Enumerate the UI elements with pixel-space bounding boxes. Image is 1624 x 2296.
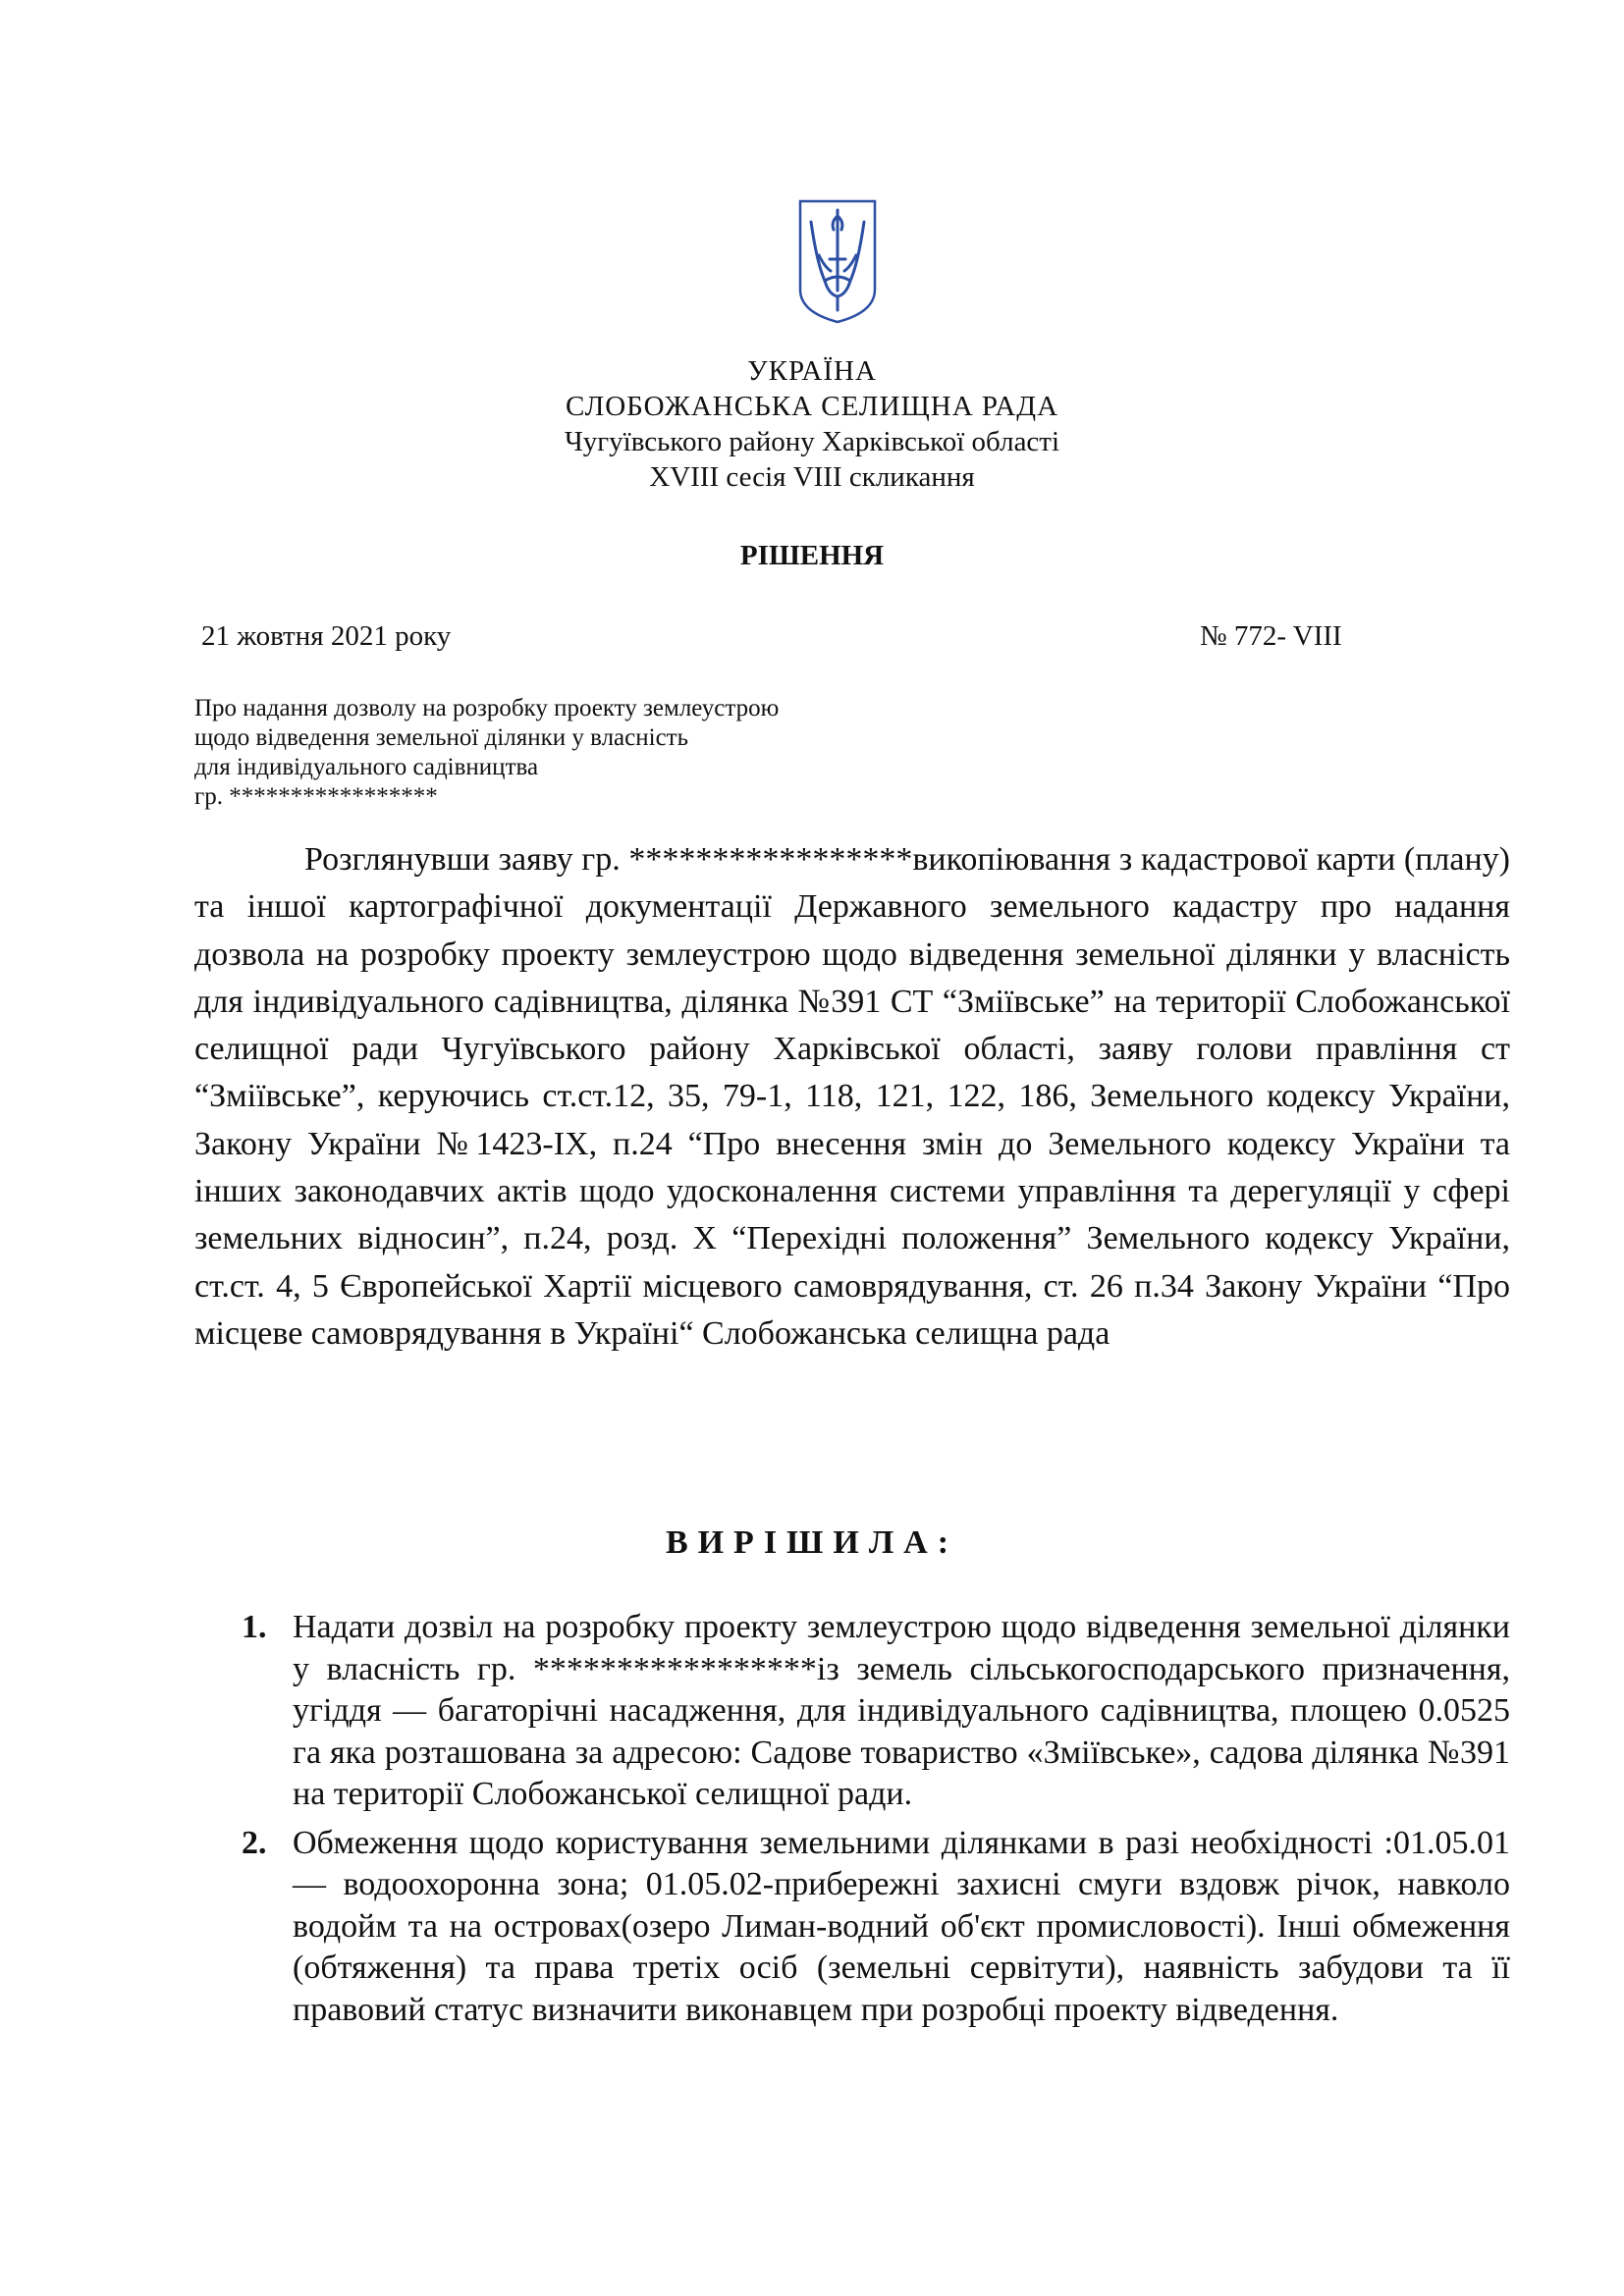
item-text: Надати дозвіл на розробку проекту землеустрою щодо відведення земельної ділянки у власність гр. *****************із земель сільськогосподарського призначення, угіддя — багаторічні насадження, для індивідуального садівництва, площею 0.0525 га яка розташована за адресою: Садове товариство «Зміївське», садова ділянка №391 на території Слобожанської селищної ради. [293, 1609, 1510, 1812]
resolved-heading: ВИРІШИЛА: [665, 1524, 959, 1561]
trident-coat-of-arms-icon [795, 196, 880, 326]
subject-line: щодо відведення земельної ділянки у власність [194, 724, 688, 751]
council-name: СЛОБОЖАНСЬКА СЕЛИЩНА РАДА [565, 391, 1059, 422]
preamble-paragraph: Розглянувши заяву гр. *****************викопіювання з кадастрової карти (плану) та іншої картографічної документації Державного земельного кадастру про надання дозвола на розробку проекту землеустрою щодо відведення земельної ділянки у власність для індивідуального садівництва, ділянка №391 СТ “Зміївське” на території Слобожанської селищної ради Чугуївського району Харківської області, заяву голови правління ст “Зміївське”, керуючись ст.ст.12, 35, 79-1, 118, 121, 122, 186, Земельного кодексу України, Закону України №1423-IX, п.24 “Про внесення змін до Земельного кодексу України та інших законодавчих актів щодо удосконалення системи управління та дерегуляції у сфері земельних відносин”, п.24, розд. X “Перехідні положення” Земельного кодексу України, ст.ст. 4, 5 Європейської Хартії місцевого самоврядування, ст. 26 п.34 Закону України “Про місцеве самоврядування в Україні“ Слобожанська селищна рада [194, 841, 1510, 1352]
subject-line: гр. ***************** [194, 783, 438, 810]
document-type-title: РІШЕННЯ [739, 540, 885, 571]
country-name: УКРАЇНА [747, 355, 877, 387]
decision-number: № 772- VIII [1200, 620, 1342, 652]
subject-line: для індивідуального садівництва [194, 754, 539, 780]
session-info: XVIII сесія VIII скликання [649, 461, 975, 493]
document-header [0, 353, 1624, 495]
decision-date: 21 жовтня 2021 року [201, 620, 452, 652]
decision-items-list [242, 1607, 1510, 2031]
item-text: Обмеження щодо користування земельними ділянками в разі необхідності :01.05.01 — водоохоронна зона; 01.05.02-прибережні захисні смуги вздовж річок, навколо водойм та на островах(озеро Лиман-водний об'єкт промисловості). Інші обмеження (обтяження) та права третіх осіб (земельні сервітути), наявність забудови та її правовий статус визначити виконавцем при розробці проекту відведення. [293, 1824, 1510, 2028]
decision-subject [194, 694, 980, 812]
region-name: Чугуївського району Харківської області [564, 426, 1060, 457]
subject-line: Про надання дозволу на розробку проекту землеустрою [194, 695, 780, 721]
item-number: 2. [242, 1824, 267, 1861]
coat-of-arms-emblem [795, 196, 880, 326]
decision-item [242, 1823, 1510, 2032]
item-number: 1. [242, 1609, 267, 1645]
decision-item [242, 1607, 1510, 1816]
